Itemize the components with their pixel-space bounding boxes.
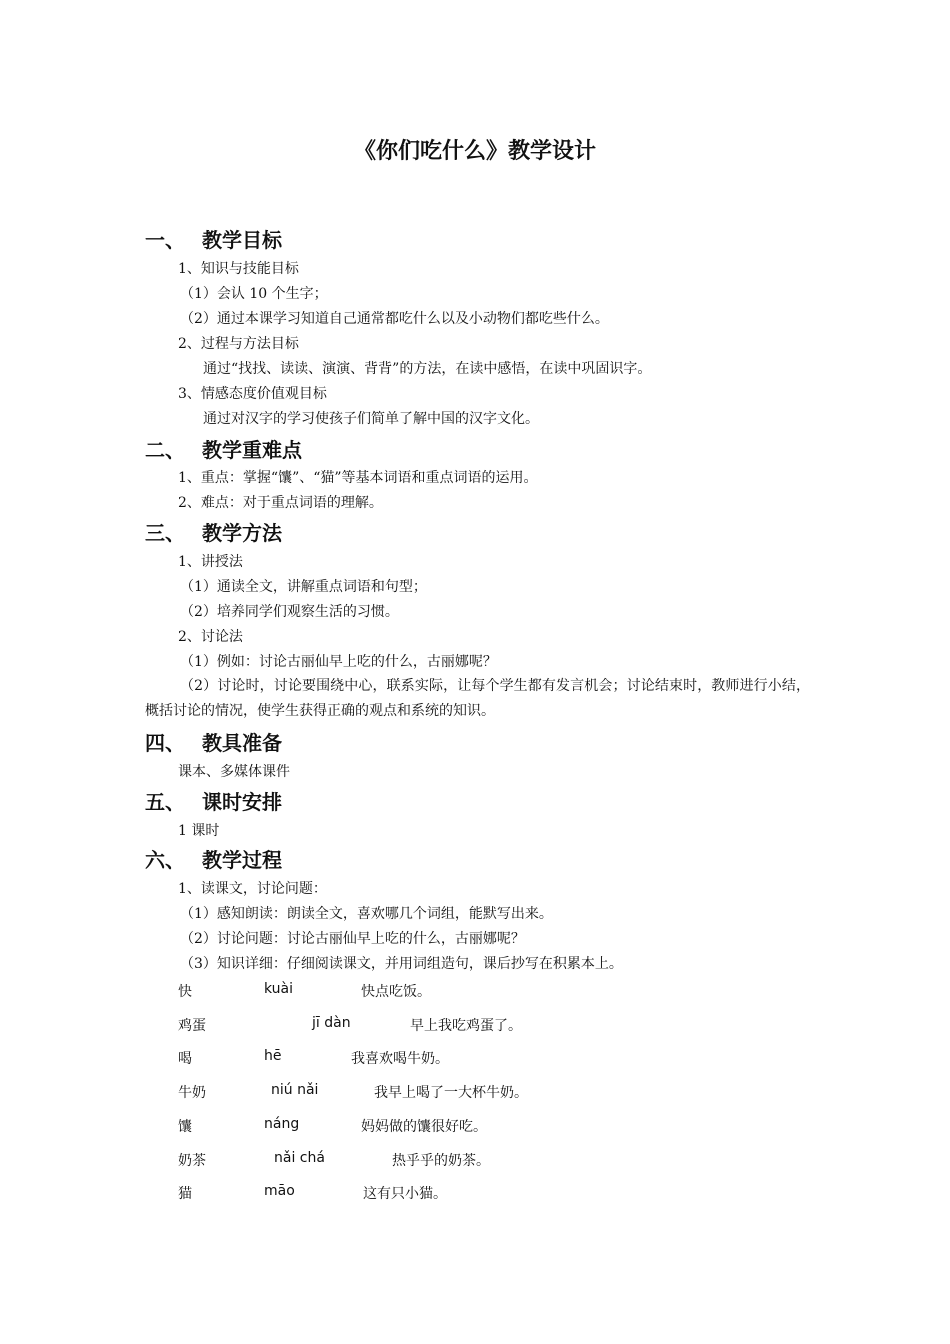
- vocab-sentence: 我喜欢喝牛奶。: [351, 1051, 449, 1067]
- section-heading-materials: [145, 727, 282, 756]
- list-item: （1）通读全文，讲解重点词语和句型；: [180, 579, 427, 595]
- list-item: （1）会认 10 个生字；: [180, 286, 328, 302]
- vocab-pinyin: niú nǎi: [271, 1082, 319, 1098]
- section-number: 二、: [145, 438, 185, 462]
- vocab-pinyin: náng: [264, 1116, 300, 1132]
- vocab-word: 馕: [178, 1119, 192, 1135]
- subheading: 1、讲授法: [178, 554, 243, 570]
- vocab-word: 鸡蛋: [178, 1018, 206, 1034]
- section-title: 教学重难点: [202, 438, 302, 462]
- vocab-sentence: 热乎乎的奶茶。: [392, 1153, 490, 1169]
- vocab-pinyin: hē: [264, 1048, 282, 1064]
- section-title: 教学过程: [202, 848, 282, 872]
- vocab-row: [0, 1048, 950, 1072]
- list-item: （3）知识详细：仔细阅读课文，并用词组造句，课后抄写在积累本上。: [180, 956, 623, 972]
- section-number: 六、: [145, 848, 185, 872]
- list-item: （1）例如：讨论古丽仙早上吃的什么，古丽娜呢？: [180, 654, 497, 670]
- vocab-row: [0, 1082, 950, 1106]
- list-item: （2）通过本课学习知道自己通常都吃什么以及小动物们都吃些什么。: [180, 311, 609, 327]
- section-heading-objectives: [145, 224, 282, 253]
- paragraph: （2）讨论时，讨论要围绕中心，联系实际，让每个学生都有发言机会；讨论结束时，教师进行小结，概括讨论的情况，使学生获得正确的观点和系统的知识。: [145, 678, 810, 719]
- section-heading-schedule: [145, 786, 282, 815]
- vocab-row: [0, 1015, 950, 1039]
- vocab-word: 喝: [178, 1051, 192, 1067]
- section-title: 教学目标: [202, 228, 282, 252]
- paragraph: 通过“找找、读读、演演、背背”的方法，在读中感悟，在读中巩固识字。: [203, 361, 652, 377]
- section-title: 教学方法: [202, 521, 282, 545]
- document-title: 《你们吃什么》教学设计: [353, 139, 596, 164]
- vocab-row: [0, 1150, 950, 1174]
- vocab-word: 奶茶: [178, 1153, 206, 1169]
- vocab-row: [0, 1183, 950, 1207]
- vocab-row: [0, 1116, 950, 1140]
- section-heading-methods: [145, 517, 282, 546]
- vocab-pinyin: māo: [264, 1183, 295, 1199]
- vocab-sentence: 我早上喝了一大杯牛奶。: [374, 1085, 528, 1101]
- section-number: 三、: [145, 521, 185, 545]
- subheading: 1、读课文，讨论问题：: [178, 881, 327, 897]
- list-item: 1、重点：掌握“馕”、“猫”等基本词语和重点词语的运用。: [178, 470, 538, 486]
- section-number: 五、: [145, 790, 185, 814]
- vocab-word: 牛奶: [178, 1085, 206, 1101]
- paragraph: 课本、多媒体课件: [178, 764, 290, 780]
- subheading: 2、讨论法: [178, 629, 243, 645]
- vocab-pinyin: nǎi chá: [274, 1150, 325, 1166]
- list-item: （1）感知朗读：朗读全文，喜欢哪几个词组，能默写出来。: [180, 906, 553, 922]
- paragraph: 通过对汉字的学习使孩子们简单了解中国的汉字文化。: [203, 411, 539, 427]
- vocab-row: [0, 981, 950, 1005]
- vocab-sentence: 这有只小猫。: [363, 1186, 447, 1202]
- vocab-sentence: 快点吃饭。: [361, 984, 431, 1000]
- subheading: 2、过程与方法目标: [178, 336, 299, 352]
- section-heading-key-points: [145, 434, 302, 463]
- vocab-sentence: 妈妈做的馕很好吃。: [361, 1119, 487, 1135]
- subheading: 3、情感态度价值观目标: [178, 386, 327, 402]
- section-title: 课时安排: [202, 790, 282, 814]
- list-item: （2）培养同学们观察生活的习惯。: [180, 604, 399, 620]
- subheading: 1、知识与技能目标: [178, 261, 299, 277]
- vocab-word: 快: [178, 984, 192, 1000]
- section-heading-process: [145, 844, 282, 873]
- list-item: 2、难点：对于重点词语的理解。: [178, 495, 383, 511]
- vocab-pinyin: kuài: [264, 981, 294, 997]
- vocab-pinyin: jī dàn: [312, 1015, 351, 1031]
- vocab-sentence: 早上我吃鸡蛋了。: [410, 1018, 522, 1034]
- section-number: 一、: [145, 228, 185, 252]
- list-item: （2）讨论问题：讨论古丽仙早上吃的什么，古丽娜呢？: [180, 931, 525, 947]
- section-title: 教具准备: [202, 731, 282, 755]
- paragraph: 1 课时: [178, 823, 220, 839]
- vocab-word: 猫: [178, 1186, 192, 1202]
- section-number: 四、: [145, 731, 185, 755]
